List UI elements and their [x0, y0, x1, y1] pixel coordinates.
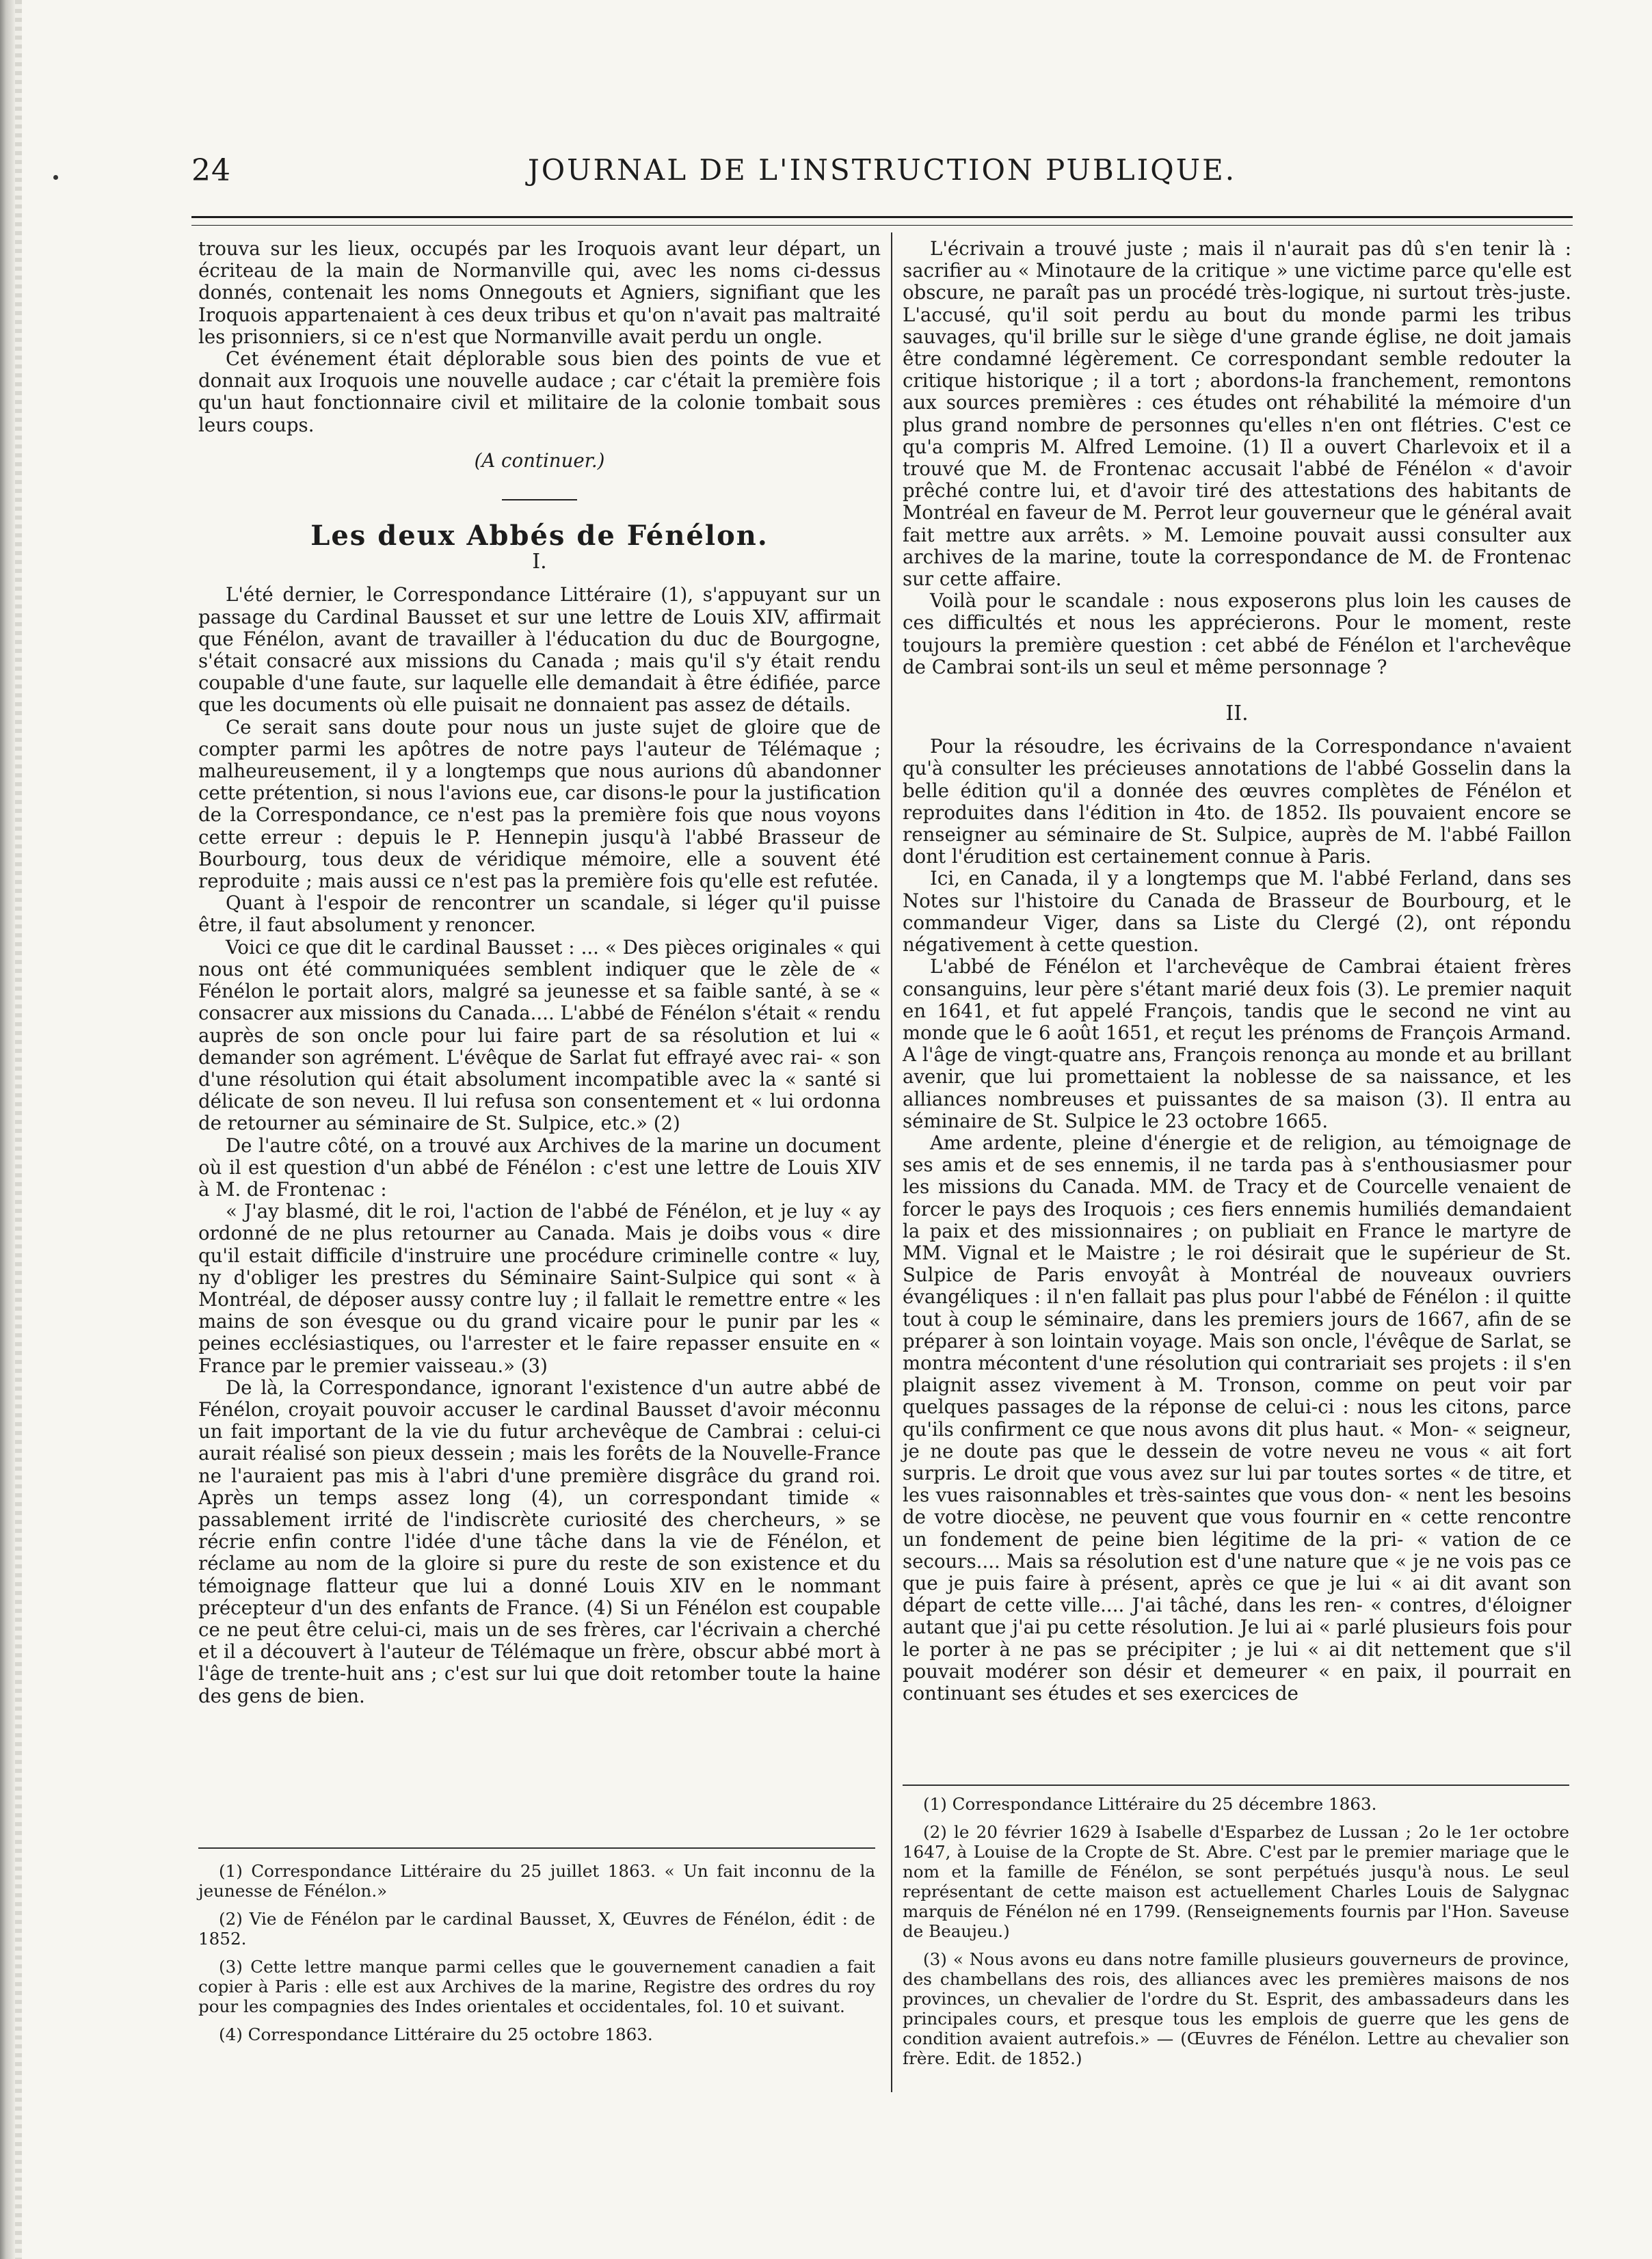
column-divider — [891, 232, 892, 2092]
paragraph: Pour la résoudre, les écrivains de la Correspondance n'avaient qu'à consulter les précieuses annotations de l'abbé Gosselin dans la belle édition qu'il a donnée des œuvres complètes de Fénélon et reproduites dans l'édition in 4to. de 1852. Ils pouvaient encore se renseigner au séminaire de St. Sulpice, auprès de M. l'abbé Faillon dont l'érudition est certainement connue à Paris. — [903, 735, 1571, 868]
paragraph: De là, la Correspondance, ignorant l'existence d'un autre abbé de Fénélon, croyait pouvoir accuser le cardinal Bausset d'avoir méconnu un fait important de la vie du futur archevêque de Cambrai : celui-ci aurait réalisé son pieux dessein ; mais les forêts de la Nouvelle-France ne l'auraient pas mis à l'abri d'une première disgrâce du grand roi. Après un temps assez long (4), un correspondant timide « passablement irrité de l'indiscrète curiosité des chercheurs, » se récrie enfin contre l'idée d'une tâche dans la vie de Fénélon, et réclame au nom de la gloire si pure du reste de son existence et du témoignage flatteur que lui a donné Louis XIV en le nommant précepteur d'un des enfants de France. (4) Si un Fénélon est coupable ce ne peut être celui-ci, mais un de ses frères, car l'écrivain a cherché et il a découvert à l'auteur de Télémaque un frère, obscur abbé mort à l'âge de trente-huit ans ; c'est sur lui que doit retomber toute la haine des gens de bien. — [198, 1376, 881, 1707]
paragraph: trouva sur les lieux, occupés par les Iroquois avant leur départ, un écriteau de la main de Normanville qui, avec les noms ci-dessus donnés, contenait les noms Onnegouts et Agniers, signifiant que les Iroquois appartenaient à ces deux tribus et qu'on n'avait pas maltraité les prisonniers, si ce n'est que Normanville avait perdu un ongle. — [198, 237, 881, 348]
footnote: (1) Correspondance Littéraire du 25 décembre 1863. — [923, 1794, 1377, 1814]
paragraph: Cet événement était déplorable sous bien des points de vue et donnait aux Iroquois une nouvelle audace ; car c'était la première fois qu'un haut fonctionnaire civil et militaire de la colonie tombait sous leurs coups. — [198, 347, 881, 436]
section-heading: II. — [1225, 701, 1249, 726]
paragraph: De l'autre côté, on a trouvé aux Archives de la marine un document où il est question d'un abbé de Fénélon : c'est une lettre de Louis XIV à M. de Frontenac : — [198, 1134, 881, 1201]
page-number: 24 — [191, 153, 231, 188]
paragraph: « J'ay blasmé, dit le roi, l'action de l'abbé de Fénélon, et je luy « ay ordonné de ne plus retourner au Canada. Mais je doibs vous « dire qu'il estait difficile d'instruire une procédure criminelle contre « luy, ny d'obliger les prestres du Séminaire Saint-Sulpice qui sont « à Montréal, de déposer aussy contre luy ; il fallait le remettre entre « les mains de son évesque ou du grand vicaire pour le punir par les « peines ecclésiastiques, ou l'arrester et le faire repasser ensuite en « France par le premier vaisseau.» (3) — [198, 1200, 881, 1377]
paragraph: L'écrivain a trouvé juste ; mais il n'aurait pas dû s'en tenir là : sacrifier au « Minotaure de la critique » une victime parce qu'elle est obscure, ne paraît pas un procédé très-logique, ni surtout très-juste. L'accusé, qu'il soit perdu au bout du monde parmi les tribus sauvages, qu'il brille sur le siège d'une grande église, ne doit jamais être condamné légèrement. Ce correspondant semble redouter la critique historique ; il a tort ; abordons-la franchement, remontons aux sources premières : ces études ont réhabilité la mémoire d'un plus grand nombre de personnes qu'elles n'en ont flétries. C'est ce qu'a compris M. Alfred Lemoine. (1) Il a ouvert Charlevoix et il a trouvé que M. de Frontenac accusait l'abbé de Fénélon « d'avoir prêché contre lui, et d'avoir tiré des attestations des habitants de Montréal en faveur de M. Perrot leur gouverneur que le général avait fait mettre aux arrêts. » M. Lemoine pouvait aussi consulter aux archives de la marine, toute la correspondance de M. de Frontenac sur cette affaire. — [903, 237, 1571, 591]
binding-stitching — [15, 0, 22, 2259]
footnotes-left — [198, 1861, 875, 2053]
paragraph: Ici, en Canada, il y a longtemps que M. l'abbé Ferland, dans ses Notes sur l'histoire du Canada de Brasseur de Bourbourg, et le commandeur Viger, dans sa Liste du Clergé (2), ont répondu négativement à cette question. — [903, 867, 1571, 957]
footnote-rule — [198, 1847, 875, 1849]
footnote: (2) Vie de Fénélon par le cardinal Bausset, X, Œuvres de Fénélon, édit : de 1852. — [198, 1909, 875, 1949]
footnote: (3) Cette lettre manque parmi celles que le gouvernement canadien a fait copier à Paris : elle est aux Archives de la marine, Registre des ordres du roy pour les compagnies des Indes orientales et occidentales, fol. 10 et suivant. — [198, 1957, 875, 2016]
section-heading: I. — [532, 550, 547, 574]
footnote-rule — [903, 1785, 1569, 1786]
journal-title: JOURNAL DE L'INSTRUCTION PUBLIQUE. — [527, 153, 1237, 187]
footnote: (4) Correspondance Littéraire du 25 octobre 1863. — [219, 2024, 653, 2044]
paragraph: Ce serait sans doute pour nous un juste sujet de gloire que de compter parmi les apôtres de notre pays l'auteur de Télémaque ; malheureusement, il y a longtemps que nous aurions dû abandonner cette prétention, si nous l'avions eue, car disons-le pour la justification de la Correspondance, ce n'est pas la première fois que nous voyons cette erreur : depuis le P. Hennepin jusqu'à l'abbé Brasseur de Bourbourg, tous deux de véridique mémoire, elle a souvent été reproduite ; mais aussi ce n'est pas la première fois qu'elle est refutée. — [198, 715, 881, 893]
header-rule — [191, 216, 1573, 226]
footnotes-right — [903, 1794, 1569, 2076]
paragraph: Voici ce que dit le cardinal Bausset : ... « Des pièces originales « qui nous ont été communiquées semblent indiquer que le zèle de « Fénélon le portait alors, malgré sa jeunesse et sa faible santé, à se « consacrer aux missions du Canada.... L'abbé de Fénélon s'était « rendu auprès de son oncle pour lui faire part de sa résolution et lui « demander son agrément. L'évêque de Sarlat fut effrayé avec rai- « son d'une résolution qui était absolument incompatible avec la « santé si délicate de son neveu. Il lui refusa son consentement et « lui ordonna de retourner au séminaire de St. Sulpice, etc.» (2) — [198, 935, 881, 1135]
article-title: Les deux Abbés de Fénélon. — [310, 520, 769, 552]
paragraph: Quant à l'espoir de rencontrer un scandale, si léger qu'il puisse être, il faut absolument y renoncer. — [198, 892, 881, 937]
binding-edge — [0, 0, 15, 2259]
paragraph: Ame ardente, pleine d'énergie et de religion, au témoignage de ses amis et de ses ennemis, il ne tarda pas à s'enthousiasmer pour les missions du Canada. MM. de Tracy et de Courcelle venaient de forcer le pays des Iroquois ; ces fiers ennemis humiliés demandaient la paix et des missionnaires ; on publiait en France le martyre de MM. Vignal et le Maistre ; le roi désirait que le supérieur de St. Sulpice de Paris envoyât à Montréal de nouveaux ouvriers évangéliques : il n'en fallait pas plus pour l'abbé de Fénélon : il quitte tout à coup le séminaire, dans les premiers jours de 1667, afin de se préparer à son lointain voyage. Mais son oncle, l'évêque de Sarlat, se montra mécontent d'une résolution qui contrariait ses projets : il s'en plaignit assez vivement à M. Tronson, comme on peut voir par quelques passages de la réponse de celui-ci : nous les citons, parce qu'ils confirment ce que nous avons dit plus haut. « Mon- « seigneur, je ne doute pas que le dessein de votre neveu ne vous « ait fort surpris. Le droit que vous avez sur lui par toutes sortes « de titre, et les vues raisonnables et très-saintes que vous don- « nent les besoins de votre diocèse, ne peuvent que vous fournir en « cette rencontre un fondement de peine bien légitime de la pri- « vation de ce secours.... Mais sa résolution est d'une nature que « je ne vois pas ce que je puis faire à présent, après ce que je lui « ai dit avant son départ de cette ville.... J'ai tâché, dans les ren- « contres, d'éloigner autant que j'ai pu cette résolution. Je lui ai « parlé plusieurs fois pour le porter à ne pas se précipiter ; je lui « ai dit nettement que s'il pouvait modérer son désir et demeurer « en paix, il pourrait en continuant ses études et ses exercices de — [903, 1131, 1571, 1705]
section-divider — [502, 499, 577, 500]
page-header — [191, 153, 1573, 194]
paragraph: L'été dernier, le Correspondance Littéraire (1), s'appuyant sur un passage du Cardinal Bausset et sur une lettre de Louis XIV, affirmait que Fénélon, avant de travailler à l'éducation du duc de Bourgogne, s'était consacré aux missions du Canada ; mais qu'il s'y était rendu coupable d'une faute, sur laquelle elle demandait à être édifiée, parce que les documents où elle puisait ne donnaient pas assez de détails. — [198, 583, 881, 717]
paragraph: Voilà pour le scandale : nous exposerons plus loin les causes de ces difficultés et nous les apprécierons. Pour le moment, reste toujours la première question : cet abbé de Fénélon et l'archevêque de Cambrai sont-ils un seul et même personnage ? — [903, 589, 1571, 678]
footnote: (2) le 20 février 1629 à Isabelle d'Esparbez de Lussan ; 2o le 1er octobre 1647, à Louise de la Cropte de St. Abre. C'est par le premier mariage que le nom et la famille de Fénélon, se sont perpétués jusqu'à nous. Le seul représentant de cette maison est actuellement Charles Louis de Salygnac marquis de Fénélon né en 1799. (Renseignements fournis par l'Hon. Saveuse de Beaujeu.) — [903, 1822, 1569, 1941]
paragraph: L'abbé de Fénélon et l'archevêque de Cambrai étaient frères consanguins, leur père s'étant marié deux fois (3). Le premier naquit en 1641, et fut appelé François, tandis que le second ne vint au monde que le 6 août 1651, et reçut les prénoms de François Armand. A l'âge de vingt-quatre ans, François renonça au monde et au brillant avenir, que lui promettaient la noblesse de sa naissance, et les alliances nombreuses et puissantes de sa maison (3). Il entra au séminaire de St. Sulpice le 23 octobre 1665. — [903, 955, 1571, 1132]
right-column — [903, 238, 1571, 1705]
footnote: (3) « Nous avons eu dans notre famille plusieurs gouverneurs de province, des chambellans des rois, des alliances avec les premières maisons de nos provinces, un chevalier de l'ordre du St. Esprit, des ambassadeurs dans les principales cours, et presque tous les emplois de guerre que les gens de condition avaient autrefois.» — (Œuvres de Fénélon. Lettre au chevalier son frère. Edit. de 1852.) — [903, 1949, 1569, 2068]
margin-mark — [53, 175, 58, 180]
left-column — [198, 238, 881, 1707]
to-be-continued: (A continuer.) — [474, 449, 605, 472]
footnote: (1) Correspondance Littéraire du 25 juillet 1863. « Un fait inconnu de la jeunesse de Fénélon.» — [198, 1861, 875, 1901]
